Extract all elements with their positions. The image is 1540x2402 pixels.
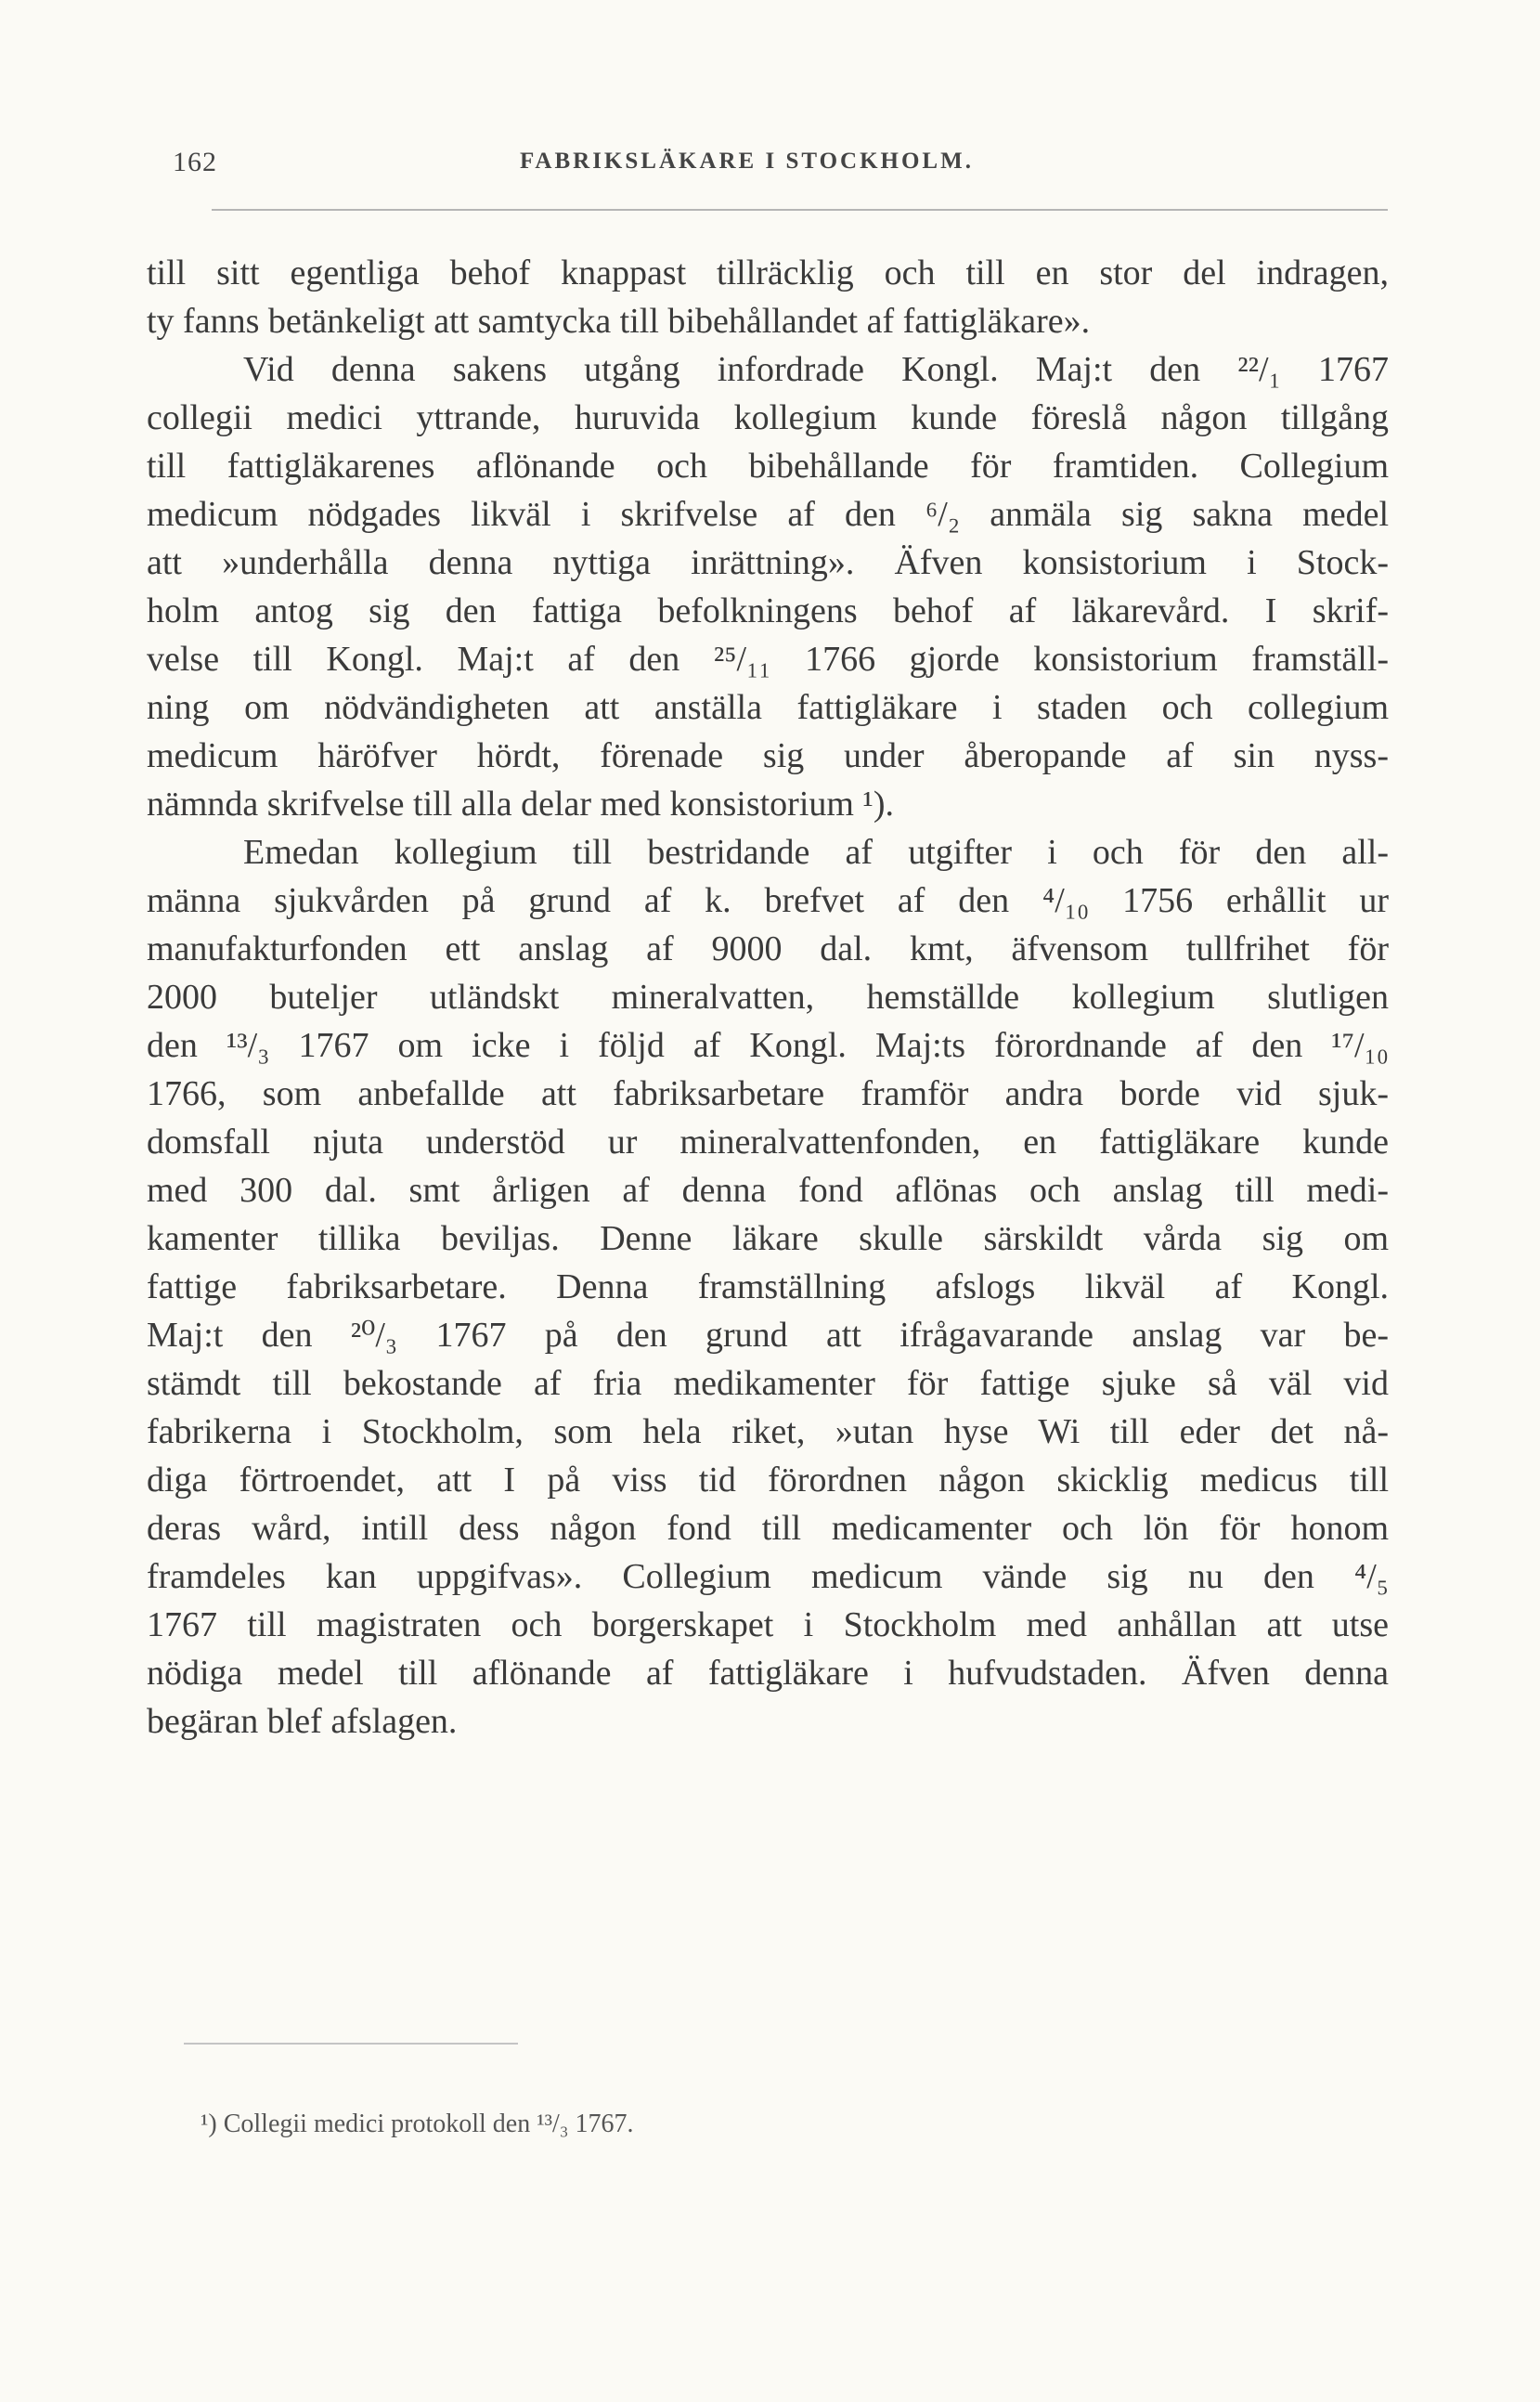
text-line: 2000 buteljer utländskt mineralvatten, hemställde kollegium slutligen (147, 978, 1389, 1017)
text-line: domsfall njuta understöd ur mineralvattenfonden, en fattigläkare kunde (147, 1123, 1389, 1162)
footnote: ¹) Collegii medici protokoll den ¹³/₃ 1767. (201, 2110, 634, 2138)
text-line: 1767 till magistraten och borgerskapet i Stockholm med anhållan att utse (147, 1605, 1389, 1644)
text-line: framdeles kan uppgifvas». Collegium medicum vände sig nu den ⁴/₅ (147, 1557, 1389, 1596)
text-line: medicum häröfver hördt, förenade sig under åberopande af sin nyss- (147, 736, 1389, 775)
text-line: ty fanns betänkeligt att samtycka till bibehållandet af fattigläkare». (147, 302, 1091, 341)
body-text (147, 249, 1389, 1746)
text-line: till fattigläkarenes aflönande och bibehållande för framtiden. Collegium (147, 447, 1389, 486)
running-title: FABRIKSLÄKARE I STOCKHOLM. (520, 149, 974, 174)
text-line: 1766, som anbefallde att fabriksarbetare framför andra borde vid sjuk- (147, 1074, 1389, 1113)
text-line: männa sjukvården på grund af k. brefvet af den ⁴/₁₀ 1756 erhållit ur (147, 881, 1389, 920)
text-line: Maj:t den ²⁰/₃ 1767 på den grund att ifrågavarande anslag var be- (147, 1316, 1389, 1355)
text-line: begäran blef afslagen. (147, 1702, 458, 1741)
text-line: Emedan kollegium till bestridande af utgifter i och för den all- (243, 833, 1389, 872)
text-line: velse till Kongl. Maj:t af den ²⁵/₁₁ 1766 gjorde konsistorium framställ- (147, 640, 1389, 679)
header-rule (212, 209, 1388, 211)
text-line: fabrikerna i Stockholm, som hela riket, »utan hyse Wi till eder det nå- (147, 1412, 1389, 1451)
text-line: nämnda skrifvelse till alla delar med konsistorium ¹). (147, 785, 894, 824)
text-line: ning om nödvändigheten att anställa fattigläkare i staden och collegium (147, 688, 1389, 727)
text-line: kamenter tillika beviljas. Denne läkare skulle särskildt vårda sig om (147, 1219, 1389, 1258)
text-line: med 300 dal. smt årligen af denna fond aflönas och anslag till medi- (147, 1171, 1389, 1210)
text-line: stämdt till bekostande af fria medikamenter för fattige sjuke så väl vid (147, 1364, 1389, 1403)
text-line: Vid denna sakens utgång infordrade Kongl. Maj:t den ²²/₁ 1767 (243, 350, 1389, 389)
footnote-rule (184, 2043, 518, 2045)
text-line: till sitt egentliga behof knappast tillräcklig och till en stor del indragen, (147, 253, 1389, 292)
text-line: medicum nödgades likväl i skrifvelse af den ⁶/₂ anmäla sig sakna medel (147, 495, 1389, 534)
text-line: nödiga medel till aflönande af fattigläkare i hufvudstaden. Äfven denna (147, 1654, 1389, 1693)
page-number: 162 (173, 147, 217, 177)
text-line: fattige fabriksarbetare. Denna framställning afslogs likväl af Kongl. (147, 1267, 1389, 1306)
text-line: att »underhålla denna nyttiga inrättning». Äfven konsistorium i Stock- (147, 543, 1389, 582)
text-line: den ¹³/₃ 1767 om icke i följd af Kongl. Maj:ts förordnande af den ¹⁷/₁₀ (147, 1026, 1389, 1065)
text-line: diga förtroendet, att I på viss tid förordnen någon skicklig medicus till (147, 1461, 1389, 1500)
text-line: deras wård, intill dess någon fond till medicamenter och lön för honom (147, 1509, 1389, 1548)
text-line: collegii medici yttrande, huruvida kollegium kunde föreslå någon tillgång (147, 398, 1389, 437)
text-line: holm antog sig den fattiga befolkningens behof af läkarevård. I skrif- (147, 591, 1389, 630)
text-line: manufakturfonden ett anslag af 9000 dal. kmt, äfvensom tullfrihet för (147, 929, 1389, 968)
